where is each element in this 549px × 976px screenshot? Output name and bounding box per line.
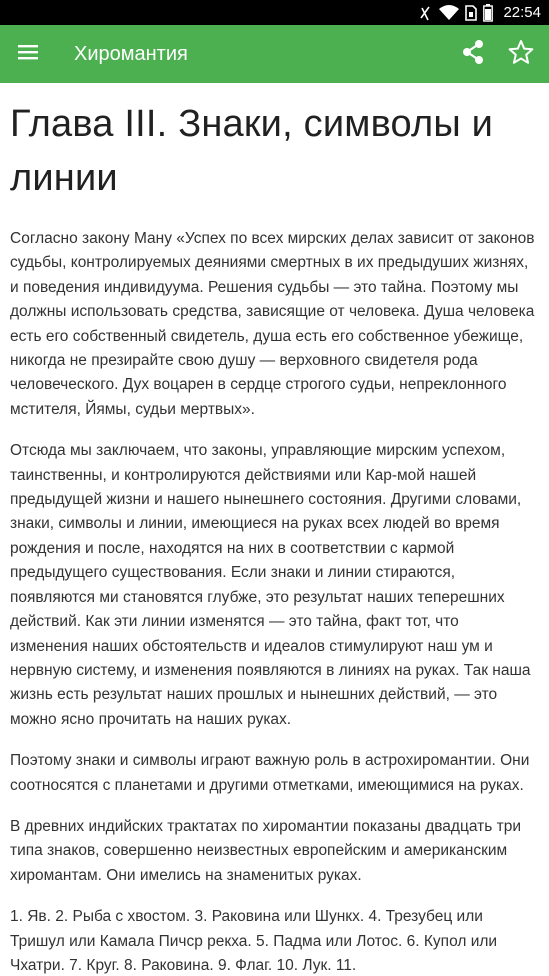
app-title: Хиромантия (74, 42, 188, 65)
sim-icon (465, 5, 477, 21)
article-paragraph: Согласно закону Ману «Успех по всех мирских делах зависит от законов судьбы, контролируемых деяниями смертных в их предыдуших жизнях, и поведения индивидуума. Решения судьбы — это тайна. Поэтому мы должны использовать средства, зависящие от человека. Душа человека есть его собственный свидетель, душа есть его собственное убежище, никогда не презирайте свою душу — верховного свидетеля рода человеческого. Дух воцарен в сердце строгого судьи, непреклонного мстителя, Йямы, судьи мертвых». (10, 230, 535, 418)
article-paragraph: Поэтому знаки и символы играют важную роль в астрохиромантии. Они соотносятся с планетами и другими отметками, имеющимися на руках. (10, 752, 530, 794)
share-icon (461, 39, 485, 70)
app-bar (0, 25, 549, 83)
article-paragraph: В древних индийских трактатах по хиромантии показаны двадцать три типа знаков, совершенно неизвестных европейским и американским хиромантам. Они имелись на знаменитых руках. (10, 817, 521, 884)
article-content[interactable] (0, 83, 549, 976)
star-icon (508, 39, 534, 70)
battery-icon (483, 4, 493, 22)
article-paragraph: Отсюда мы заключаем, что законы, управляющие мирским успехом, таинственны, и контролируются действиями или Кар-мой нашей предыдущей жизни и нашего нынешнего состояния. Другими словами, знаки, символы и линии, имеющиеся на руках всех людей во время рождения и после, находятся на них в соответствии с кармой предыдущего существования. Если знаки и линии стираются, появляются ми становятся глубже, это результат наших теперешних действий. Как эти линии изменятся — это тайна, факт тот, что изменения наших обстоятельств и идеалов стимулируют наш ум и нервную систему, и изменения появляются в линиях на руках. Так наша жизнь есть результат наших прошлых и нынешних действий, — это можно ясно прочитать на наших руках. (10, 442, 531, 728)
menu-button[interactable] (0, 25, 56, 83)
share-button[interactable] (449, 25, 497, 83)
wifi-icon (439, 5, 459, 21)
menu-icon (18, 44, 38, 65)
status-bar (0, 0, 549, 25)
mute-icon (417, 4, 433, 22)
status-time: 22:54 (503, 4, 541, 21)
article-paragraph: 1. Яв. 2. Рыба с хвостом. 3. Раковина или Шункх. 4. Трезубец или Тришул или Камала Пичср рекха. 5. Падма или Лотос. 6. Купол или Чхатри. 7. Круг. 8. Раковина. 9. Флаг. 10. Лук. 11. (10, 908, 498, 974)
chapter-title: Глава III. Знаки, символы и линии (10, 103, 494, 199)
favorite-button[interactable] (497, 25, 545, 83)
